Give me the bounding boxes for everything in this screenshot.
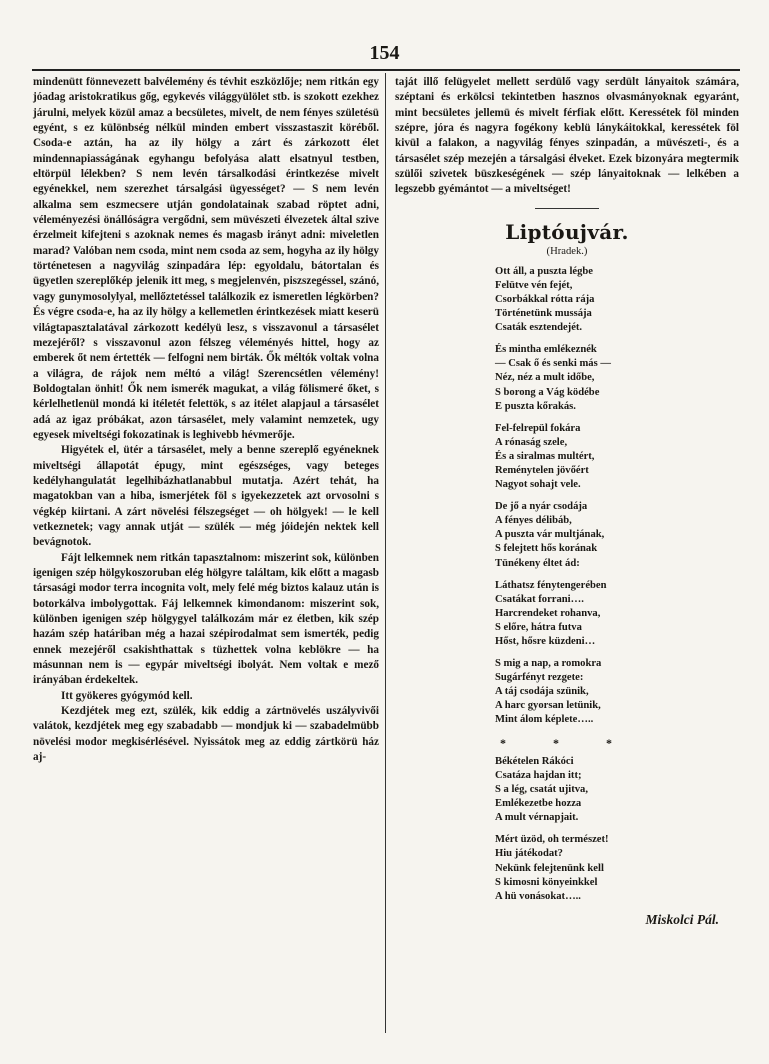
poem-line: E puszta kőrakás. [495,400,576,412]
poem-line: A puszta vár multjának, [495,529,605,541]
poem-line: És a siralmas multért, [495,450,595,462]
poem-line: A fényes délibáb, [495,515,572,527]
poem-line: Mért üzöd, oh természet! [495,834,609,846]
column-divider [385,73,386,1033]
poem-line: A táj csodája szünik, [495,686,589,698]
poem-stanza [495,579,739,649]
poem-line: A rónaság szele, [495,436,568,448]
poem-line: Nagyot sohajt vele. [495,479,581,491]
poem-line: Harcrendeket rohanva, [495,607,601,619]
poem-line: S kimosni könyeinkkel [495,876,598,888]
poem-line: S a lég, csatát ujitva, [495,784,588,796]
poem-line: Emlékezetbe hozza [495,798,582,810]
poem-line: Fel-felrepül fokára [495,422,581,434]
poem-line: — Csak ő és senki más — [495,358,611,370]
right-column [395,75,739,927]
poem-line: Csaták esztendejét. [495,322,583,334]
paragraph: taját illő felügyelet mellett serdülő vagy serdült lányaitok számára, széptani és erkölcsi tekintetben hasznos olvasmányoknak egyaránt, mint becsületes jellemü és mivelt férfiak előtt. Keressétek föl minden szépre, jóra és nagyra fogékony keblü lánykáitokkal, keressétek föl kivül a falakon, a nagyvilág fényes szinpadán, a müvészeti-, és a társasélet szép mezején a társalgási élveket. Ezek bizonyára megtermik szülői szivetek büszkeségének — szép lányaitoknak — lelkében a legszebb gyémántot — a miveltséget! [395,76,739,196]
poem-line: De jő a nyár csodája [495,501,588,513]
poem-line: A harc gyorsan letünik, [495,700,601,712]
poem-line: Felütve vén fejét, [495,279,573,291]
page-number: 154 [369,42,400,64]
paragraph: Kezdjétek meg ezt, szülék, kik eddig a zártnövelés uszályvivői valátok, kezdjétek meg egy szabadabb — mondjuk ki — szabadelmübb növelési modor megkisérlésével. Nyissátok meg az eddig zártkörü ház aj- [33,705,379,764]
poem-line: Hőst, hősre küzdeni… [495,636,596,647]
poem-stanza [495,657,739,727]
header-rule [32,69,740,71]
poem-stanza [495,265,739,335]
poem-subtitle: (Hradek.) [546,245,588,257]
poem-line: S előre, hátra futva [495,621,582,633]
left-column [33,75,379,765]
poem-line: Láthatsz fénytengerében [495,579,607,591]
asterisks-separator: * * * [500,735,634,750]
poem-line: Csorbákkal rótta rája [495,293,595,305]
poem-line: S mig a nap, a romokra [495,658,602,670]
paragraph: Higyétek el, ütér a társasélet, mely a benne szereplő egyéneknek miveltségi állapotát épugy, mint egészséges, vagy beteges kedélyhangulatát legelhibázhatlanabbul mutatja. Azért tehát, ha magatokban van a hiba, ismerjétek föl s igyekezzetek azt orvosolni s végkép kiirtani. A zárt növelési félszegséget — oh hölgyek! — le kell vetkeznetek; vagy annak utját — szülék — még jóidején nektek kell bevágnotok. [33,444,379,549]
poem-stanzas [395,265,739,728]
poem-title: Liptóujvár. [505,219,629,244]
paragraph: Itt gyökeres gyógymód kell. [61,689,193,702]
poem-line: És mintha emlékeznék [495,344,597,356]
poem-line: Mint álom képlete….. [495,714,594,726]
poem-stanza [495,500,739,570]
poem-line: A hü vonásokat….. [495,890,581,902]
poem-line: Csatáza hajdan itt; [495,770,582,781]
poem-line: Sugárfényt rezgete: [495,672,584,684]
poem-line: S felejtett hős korának [495,543,598,555]
poem-stanza [495,343,739,413]
poem-line: Hiu játékodat? [495,848,563,860]
poem-line: Tünékeny éltet ád: [495,557,580,569]
paragraph: mindenütt fönnevezett balvélemény és tévhit eszközlője; nem ritkán egy jóadag aristokratikus gőg, egykevés világgyülölet stb. is szokott ezekhez járulni, melyek közül amaz a becsületes, mivelt, de nem fényes születésü egyént, s ez különbség nélkül minden embert visszastaszit köréből. Csoda-e aztán, ha az ily hölgy a zárt és zárkozott élet mindennapiasságának egyhangu befolyása alatt elsatnyul testben, eltörpül lélekben? S nem levén társalkodási érintkezése mivelt egyénekkel, nem szerezhet társalgási ügyességet? — S nem levén alkalma sem eszmecsere utján gondolatainak szabad röptet adni, véleményezési önállóságra vergődni, sem müvészeti élvezetek által szive érzelmeit kifejteni s azoknak nemes és magasb irányt adni: miveletlen marad? Valóban nem csoda, mint nem csoda az sem, hogyha az ily hölgy történetesen a nagyvilág szinpadára lép: egyoldalu, bátortalan és ügyetlen szereplőkép jelenik itt meg, s megjelenvén, piszszegéssel, szánó, vagy gunymosolylyal, mellőztetéssel találkozik ez ismeretlen légkörben? És végre csoda-e, ha az ily hölgy a kellemetlen érintkezések miatt keserü világtapasztalatával zárkozott kedélyü lesz, s visszavonul a társasélet mezejéről? s visszavonul azon félszeg véleményés hittel, hogy az emberek őt nem értették — felfogni nem birták. Ők méltók voltak volna a világra, de rájok nem méltó a világ! Szerencsétlen vélemény! Boldogtalan önhit! Ők nem ismerék magukat, a világ fölismeré őket, s kérlelhetlenül mondá ki itéletét felettök, s az itélet alapjaul a társasélet adá az igaz próbákat, azon társasélet, mely valamint nemzetek, ugy egyesek miveltségi fokozatinak is leghivebb hévmerője. [33,76,379,441]
poem-stanza [495,422,739,492]
poem-author: Miskolci Pál. [645,911,719,927]
poem-line: Néz, néz a mult időbe, [495,372,595,384]
paragraph: Fájt lelkemnek nem ritkán tapasztalnom: miszerint sok, különben igenigen szép hölgykoszoruban elég hölgyre találtam, kik előtt a magasb társasági modor terra incognita volt, mely felé még biztos kalauz után is botorkálva imbolygottak. Fáj lelkemnek kimondanom: miszerint sok, különben igenigen szép hölgygyel találkozám már ez életben, kik szép hazám szép határiban még a hazai szépirodalmat sem ismerték, pedig ennek mezejéről csakishthattak s tüzhettek volna keblökre — ha másunnan nem is — egypár miveltségi ibolyát. Nem voltak e mező irányában érdekeltek. [33,551,379,687]
poem-line: Történetünk mussája [495,308,592,320]
poem-stanza [495,833,739,903]
poem-stanza [495,755,739,825]
poem-stanzas [395,755,739,904]
poem-line: Ott áll, a puszta légbe [495,265,593,277]
poem-line: Békételen Rákóci [495,755,574,767]
poem-line: Csatákat forrani…. [495,593,584,605]
poem-line: Nekünk felejtenünk kell [495,862,604,874]
poem-line: S borong a Vág ködébe [495,386,600,398]
section-divider [535,208,599,209]
poem-line: Reménytelen jövőért [495,464,589,476]
poem-line: A mult vérnapjait. [495,812,579,824]
